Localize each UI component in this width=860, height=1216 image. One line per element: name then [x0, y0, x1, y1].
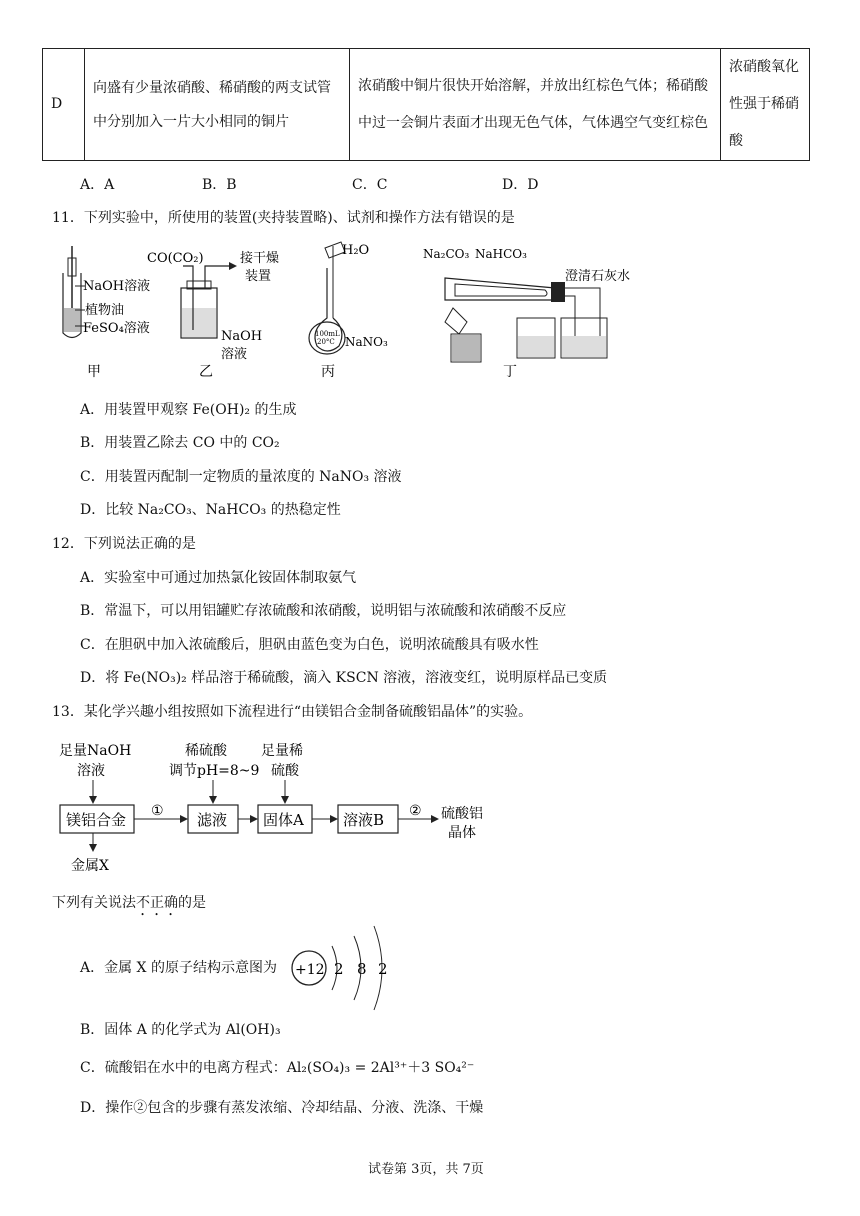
q12-option-b[interactable]: B．常温下，可以用铝罐贮存浓硫酸和浓硝酸，说明铝与浓硫酸和浓硝酸不反应 — [80, 603, 567, 619]
label-to-dryer: 接干燥 — [240, 251, 280, 266]
label-yi: 乙 — [199, 364, 213, 380]
atom-shell-1: 2 — [334, 960, 344, 978]
label-ding: 丁 — [503, 364, 517, 380]
q12-option-c[interactable]: C．在胆矾中加入浓硫酸后，胆矾由蓝色变为白色，说明浓硫酸具有吸水性 — [80, 637, 539, 653]
q13-option-b[interactable]: B．固体 A 的化学式为 Al(OH)₃ — [80, 1022, 281, 1038]
phenomenon-cell — [350, 49, 721, 161]
label-naoh: NaOH — [221, 329, 263, 344]
flow-box-alloy: 镁铝合金 — [66, 811, 127, 829]
atom-nucleus-charge: +12 — [295, 962, 325, 978]
atom-shell-2: 8 — [357, 960, 367, 978]
label-na2co3: Na₂CO₃ — [423, 247, 470, 261]
q12-option-d[interactable]: D．将 Fe(NO₃)₂ 样品溶于稀硫酸，滴入 KSCN 溶液，溶液变红，说明原样品已变质 — [80, 670, 608, 686]
row-letter: D — [43, 49, 85, 161]
conclusion-cell — [721, 49, 810, 161]
label-flask-temp: 20°C — [317, 338, 335, 346]
q11-apparatus-figure — [55, 238, 655, 388]
flow-step-2: ② — [409, 803, 422, 819]
apparatus-yi — [147, 250, 279, 380]
conclusion-text: 浓硝酸氧化性强于稀硝酸 — [729, 59, 799, 149]
q10-option-a[interactable]: A．A — [80, 177, 115, 193]
page-footer: 试卷第 3页，共 7页 — [368, 1162, 484, 1177]
flow-box-solid-a: 固体A — [263, 811, 304, 829]
label-nahco3: NaHCO₃ — [475, 247, 527, 261]
label-flask-volume: 100mL — [315, 330, 340, 338]
flow-step-1: ① — [151, 803, 164, 819]
q11-option-a[interactable]: A．用装置甲观察 Fe(OH)₂ 的生成 — [80, 402, 297, 418]
label-co-co2: CO(CO₂) — [147, 251, 204, 266]
q11-option-d[interactable]: D．比较 Na₂CO₃、NaHCO₃ 的热稳定性 — [80, 502, 341, 518]
label-bing: 丙 — [321, 364, 335, 380]
label-feso4: FeSO₄溶液 — [83, 321, 150, 336]
flow-reagent3-line1: 足量稀 — [261, 743, 303, 759]
label-h2o: H₂O — [342, 243, 370, 258]
label-jia: 甲 — [87, 364, 101, 380]
label-nano3: NaNO₃ — [345, 335, 388, 349]
atom-structure-diagram — [290, 922, 400, 1012]
q10-option-b[interactable]: B．B — [202, 177, 237, 193]
q13-question-prefix: 下列有关说法 — [52, 895, 136, 911]
q13-option-c[interactable]: C．硫酸铝在水中的电离方程式：Al₂(SO₄)₃ = 2Al³⁺＋3 SO₄²⁻ — [80, 1060, 475, 1076]
flow-box-solution-b: 溶液B — [343, 811, 385, 829]
q12-stem: 12．下列说法正确的是 — [52, 536, 196, 552]
flow-box-filtrate: 滤液 — [197, 811, 228, 829]
q13-question-suffix: 的是 — [178, 895, 206, 911]
flow-reagent1-line2: 溶液 — [77, 763, 105, 779]
label-limewater: 澄清石灰水 — [565, 269, 631, 284]
atom-shell-3: 2 — [378, 960, 388, 978]
apparatus-ding — [423, 247, 630, 380]
apparatus-bing — [309, 242, 388, 380]
q11-option-c[interactable]: C．用装置丙配制一定物质的量浓度的 NaNO₃ 溶液 — [80, 469, 402, 485]
flow-reagent2-line2: 调节pH=8~9 — [169, 763, 260, 779]
label-device: 装置 — [245, 269, 272, 284]
q13-question-emphasis: 不正确 — [136, 895, 178, 911]
operation-text: 向盛有少量浓硝酸、稀硝酸的两支试管中分别加入一片大小相同的铜片 — [93, 79, 331, 130]
flow-reagent3-line2: 硫酸 — [271, 763, 299, 779]
label-naoh-solution: NaOH溶液 — [83, 279, 151, 294]
flow-reagent2-line1: 稀硫酸 — [185, 743, 227, 759]
operation-cell — [85, 49, 350, 161]
answer-table-row-d — [42, 48, 810, 161]
flow-product-line1: 硫酸铝 — [441, 806, 483, 822]
flow-metal-x: 金属X — [71, 858, 109, 874]
q13-question — [52, 893, 206, 919]
flow-reagent1-line1: 足量NaOH — [59, 743, 132, 759]
label-veg-oil: 植物油 — [85, 303, 125, 318]
q12-option-a[interactable]: A．实验室中可通过加热氯化铵固体制取氨气 — [80, 570, 357, 586]
q10-option-d[interactable]: D．D — [502, 177, 539, 193]
q13-option-a[interactable]: A．金属 X 的原子结构示意图为 — [80, 960, 277, 976]
phenomenon-text: 浓硝酸中铜片很快开始溶解，并放出红棕色气体；稀硝酸中过一会铜片表面才出现无色气体，气体遇空气变红棕色 — [358, 77, 708, 131]
apparatus-jia — [63, 246, 150, 380]
flow-product-line2: 晶体 — [448, 825, 476, 841]
q13-option-d[interactable]: D．操作②包含的步骤有蒸发浓缩、冷却结晶、分液、洗涤、干燥 — [80, 1100, 484, 1116]
q11-option-b[interactable]: B．用装置乙除去 CO 中的 CO₂ — [80, 435, 280, 451]
q10-option-c[interactable]: C．C — [352, 177, 388, 193]
q13-stem: 13．某化学兴趣小组按照如下流程进行“由镁铝合金制备硫酸铝晶体”的实验。 — [52, 704, 533, 720]
q13-flow-diagram — [55, 738, 525, 878]
q11-stem: 11．下列实验中，所使用的装置(夹持装置略)、试剂和操作方法有错误的是 — [52, 210, 515, 226]
label-solution: 溶液 — [221, 347, 248, 362]
